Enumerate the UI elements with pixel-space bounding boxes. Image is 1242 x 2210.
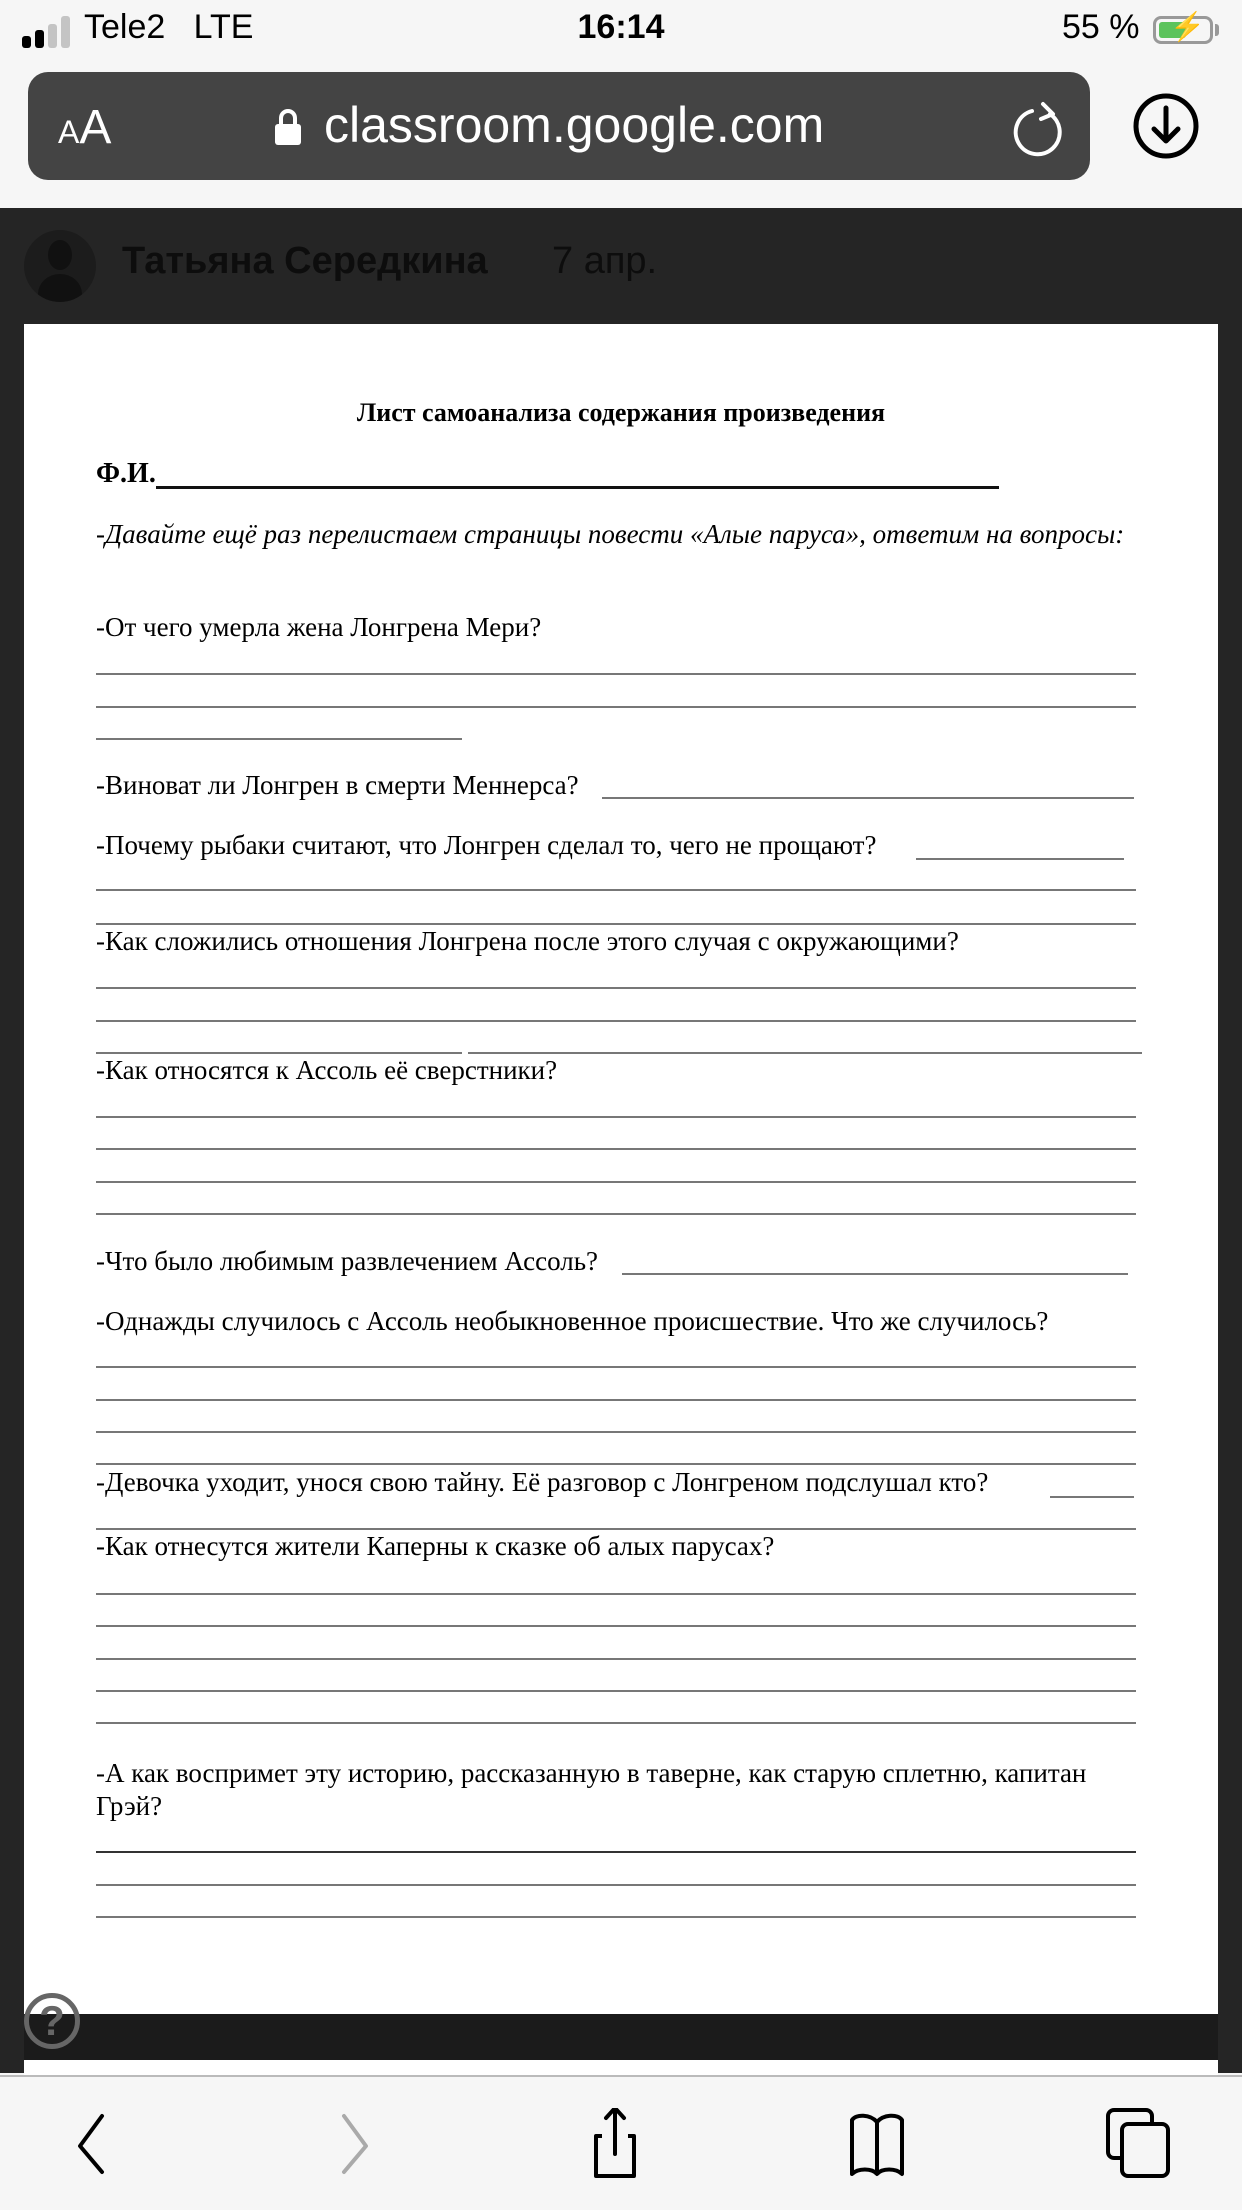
reload-icon[interactable] <box>1010 100 1070 160</box>
answer-line <box>96 1658 1136 1660</box>
answer-line <box>622 1273 1128 1275</box>
name-label: Ф.И. <box>96 458 156 489</box>
answer-line <box>96 1213 1136 1215</box>
answer-line <box>96 1399 1136 1401</box>
answer-line <box>96 738 462 740</box>
answer-line <box>96 1431 1136 1433</box>
url-text[interactable]: classroom.google.com <box>324 97 825 153</box>
battery-tip <box>1215 24 1219 36</box>
question-9: -Как отнесутся жители Каперны к сказке об алых парусах? <box>96 1531 775 1561</box>
answer-line <box>96 923 1136 925</box>
question-10: -А как воспримет эту историю, рассказанную в таверне, как старую сплетню, капитан Грэй? <box>96 1758 1087 1821</box>
intro-text: -Давайте ещё раз перелистаем страницы повести «Алые паруса», ответим на вопросы: <box>96 519 1125 549</box>
answer-line <box>96 673 1136 675</box>
question-2: -Виноват ли Лонгрен в смерти Меннерса? <box>96 770 579 800</box>
answer-line <box>96 1366 1136 1368</box>
question-4: -Как сложились отношения Лонгрена после этого случая с окружающими? <box>96 926 959 956</box>
answer-line <box>96 706 1136 708</box>
question-6: -Что было любимым развлечением Ассоль? <box>96 1246 599 1276</box>
answer-line <box>1050 1496 1134 1498</box>
answer-line <box>96 1181 1136 1183</box>
answer-line <box>96 1148 1136 1150</box>
text-size-button[interactable]: AA <box>58 101 112 154</box>
back-icon[interactable] <box>58 2108 128 2178</box>
question-1: -От чего умерла жена Лонгрена Мери? <box>96 612 542 642</box>
answer-line <box>96 1916 1136 1918</box>
battery-icon <box>1153 11 1213 44</box>
answer-line <box>96 889 1136 891</box>
answer-line <box>96 1020 1136 1022</box>
question-3: -Почему рыбаки считают, что Лонгрен сделал то, чего не прощают? <box>96 830 877 860</box>
charging-bolt-icon: ⚡ <box>1170 11 1205 42</box>
document-title: Лист самоанализа содержания произведения <box>356 398 886 427</box>
battery-percent: 55 % <box>1062 8 1140 46</box>
answer-line <box>96 987 1136 989</box>
bookmarks-icon[interactable] <box>842 2108 912 2178</box>
answer-line <box>468 1052 1142 1054</box>
answer-line <box>96 1625 1136 1627</box>
question-5: -Как относятся к Ассоль её сверстники? <box>96 1055 558 1085</box>
answer-line <box>96 1463 1136 1465</box>
document-footer-bar <box>24 2014 1218 2060</box>
tabs-icon[interactable] <box>1104 2108 1174 2178</box>
name-answer-line <box>156 486 999 489</box>
download-icon[interactable] <box>1132 92 1200 160</box>
clock: 16:14 <box>577 8 665 46</box>
forward-icon[interactable] <box>318 2108 388 2178</box>
answer-line <box>96 1851 1136 1853</box>
question-7: -Однажды случилось с Ассоль необыкновенное происшествие. Что же случилось? <box>96 1306 1049 1336</box>
post-date: 7 апр. <box>552 240 658 282</box>
question-8: -Девочка уходит, унося свою тайну. Её разговор с Лонгреном подслушал кто? <box>96 1467 989 1497</box>
answer-line <box>96 1528 1136 1530</box>
answer-line <box>602 797 1134 799</box>
carrier-label: Tele2 LTE <box>84 8 254 46</box>
answer-line <box>96 1884 1136 1886</box>
answer-line <box>916 858 1124 860</box>
answer-line <box>96 1052 462 1054</box>
post-author[interactable]: Татьяна Середкина <box>122 240 488 282</box>
answer-line <box>96 1593 1136 1595</box>
help-button[interactable]: ? <box>24 1993 80 2049</box>
author-avatar[interactable] <box>24 230 96 302</box>
answer-line <box>96 1116 1136 1118</box>
lock-icon <box>274 108 302 146</box>
answer-line <box>96 1690 1136 1692</box>
share-icon[interactable] <box>580 2108 650 2178</box>
answer-line <box>96 1722 1136 1724</box>
